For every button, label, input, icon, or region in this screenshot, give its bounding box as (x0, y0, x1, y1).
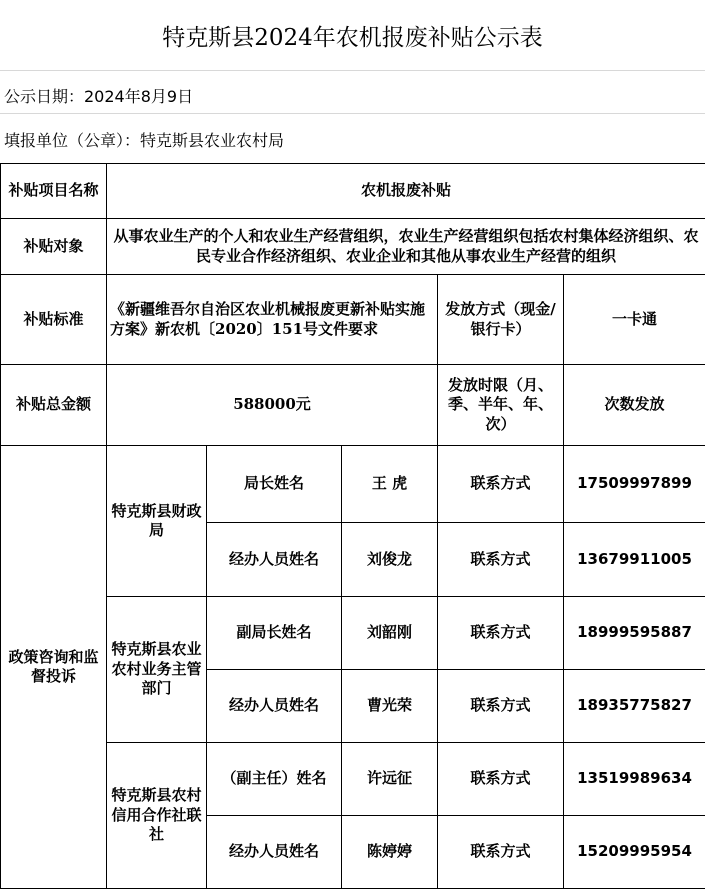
notice-date: 公示日期：2024年8月9日 (4, 84, 193, 107)
subsidy-table (0, 163, 705, 889)
contact-role: 经办人员姓名 (207, 816, 342, 889)
contact-name: 刘韶刚 (342, 597, 438, 670)
payment-method-value: 一卡通 (564, 275, 705, 365)
contact-phone: 18999595887 (564, 597, 705, 670)
contact-method-label: 联系方式 (438, 446, 564, 523)
contact-name: 陈婷婷 (342, 816, 438, 889)
table-row (1, 164, 705, 219)
payment-method-label: 发放方式（现金/银行卡） (438, 275, 564, 365)
reporting-unit: 填报单位（公章）：特克斯县农业农村局 (4, 128, 284, 151)
contact-role: 经办人员姓名 (207, 523, 342, 597)
project-name-label: 补贴项目名称 (1, 164, 107, 219)
table-row (1, 219, 705, 275)
table-row (1, 275, 705, 365)
contact-phone: 13519989634 (564, 743, 705, 816)
page-title: 特克斯县2024年农机报废补贴公示表 (0, 0, 705, 71)
contact-method-label: 联系方式 (438, 597, 564, 670)
contact-name: 许远征 (342, 743, 438, 816)
standard-value: 《新疆维吾尔自治区农业机械报废更新补贴实施方案》新农机〔2020〕151号文件要求 (107, 275, 438, 365)
project-name-value: 农机报废补贴 (107, 164, 705, 219)
payment-period-label: 发放时限（月、季、半年、年、次） (438, 365, 564, 446)
contact-phone: 15209995954 (564, 816, 705, 889)
table-row (1, 743, 705, 816)
contact-role: （副主任）姓名 (207, 743, 342, 816)
contact-phone: 18935775827 (564, 670, 705, 743)
table-row (1, 446, 705, 523)
target-value: 从事农业生产的个人和农业生产经营组织，农业生产经营组织包括农村集体经济组织、农民专业合作经济组织、农业企业和其他从事农业生产经营的组织 (107, 219, 705, 275)
contact-phone: 17509997899 (564, 446, 705, 523)
target-label: 补贴对象 (1, 219, 107, 275)
table-row (1, 365, 705, 446)
department-name: 特克斯县农业农村业务主管部门 (107, 597, 207, 743)
contact-role: 副局长姓名 (207, 597, 342, 670)
payment-period-value: 次数发放 (564, 365, 705, 446)
department-name: 特克斯县财政局 (107, 446, 207, 597)
contact-name: 曹光荣 (342, 670, 438, 743)
total-amount-label: 补贴总金额 (1, 365, 107, 446)
contact-name: 刘俊龙 (342, 523, 438, 597)
contact-role: 局长姓名 (207, 446, 342, 523)
total-amount-value: 588000元 (107, 365, 438, 446)
contact-method-label: 联系方式 (438, 743, 564, 816)
contact-method-label: 联系方式 (438, 523, 564, 597)
contact-method-label: 联系方式 (438, 670, 564, 743)
standard-label: 补贴标准 (1, 275, 107, 365)
contact-method-label: 联系方式 (438, 816, 564, 889)
department-name: 特克斯县农村信用合作社联社 (107, 743, 207, 889)
contact-role: 经办人员姓名 (207, 670, 342, 743)
contact-name: 王 虎 (342, 446, 438, 523)
table-row (1, 597, 705, 670)
sheet-gridline (0, 113, 705, 114)
supervision-label: 政策咨询和监督投诉 (1, 446, 107, 889)
contact-phone: 13679911005 (564, 523, 705, 597)
